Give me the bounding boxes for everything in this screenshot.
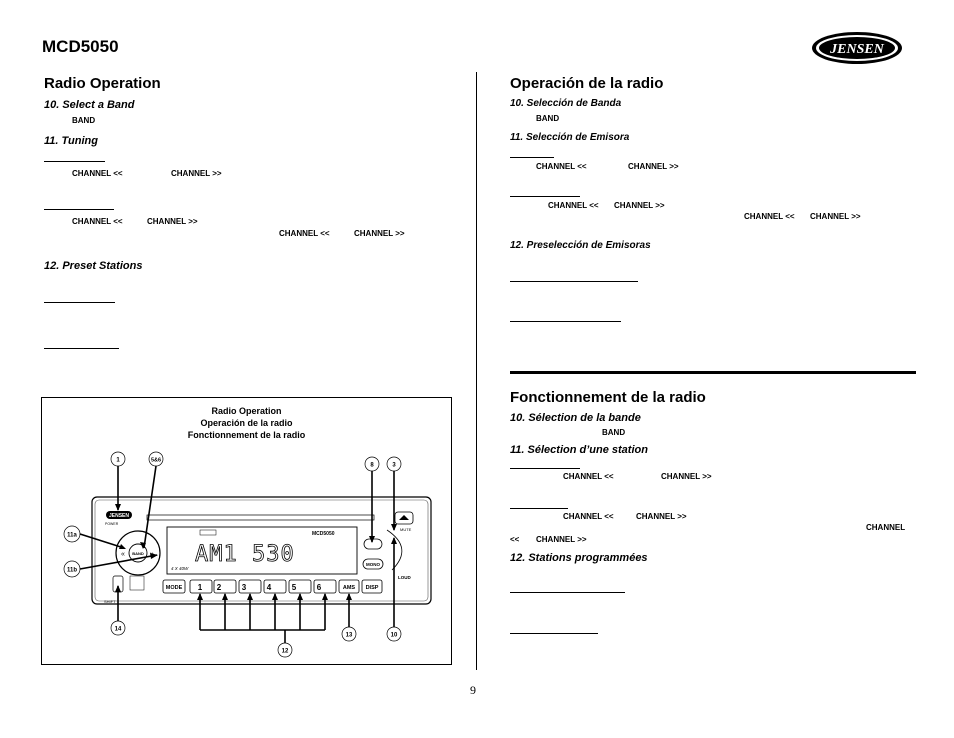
band-button-label-fr: BAND — [602, 428, 626, 437]
underline — [44, 161, 105, 162]
subheading-tuning-es: 11. Selección de Emisora — [510, 132, 630, 143]
channel-up-label: CHANNEL >> — [614, 201, 665, 210]
channel-down-label: CHANNEL << — [563, 472, 614, 481]
disp-label: DISP — [365, 585, 379, 591]
section-title-fr: Fonctionnement de la radio — [510, 389, 706, 406]
preset-6-label: 6 — [316, 583, 322, 592]
band-knob-label: BAND — [132, 551, 144, 556]
underline — [510, 592, 625, 593]
radio-faceplate-drawing — [42, 398, 451, 664]
brand-badge-text: JENSEN — [108, 513, 130, 519]
svg-text:14: 14 — [114, 626, 122, 633]
section-title-en: Radio Operation — [44, 75, 161, 92]
underline — [510, 321, 621, 322]
underline — [44, 209, 114, 210]
underline — [510, 281, 638, 282]
channel-down-label: CHANNEL << — [72, 169, 123, 178]
underline — [44, 348, 119, 349]
subheading-preset-en: 12. Preset Stations — [44, 260, 143, 272]
channel-up-label: CHANNEL >> — [354, 229, 405, 238]
subheading-tuning-en: 11. Tuning — [44, 135, 98, 147]
mute-label: MUTE — [400, 527, 412, 532]
underline — [510, 468, 580, 469]
power-label: POWER — [105, 522, 119, 526]
subheading-tuning-fr: 11. Sélection d’une station — [510, 444, 648, 456]
radio-diagram — [41, 397, 452, 665]
svg-text:8: 8 — [370, 462, 374, 469]
channel-down-label: CHANNEL << — [563, 512, 614, 521]
cd-slot — [147, 515, 374, 520]
ams-label: AMS — [342, 585, 356, 591]
figure-title-fr: Fonctionnement de la radio — [187, 430, 306, 440]
svg-text:12: 12 — [281, 648, 289, 655]
figure-title-es: Operación de la radio — [200, 418, 293, 428]
page-number: 9 — [470, 683, 476, 697]
preset-3-label: 3 — [241, 583, 247, 592]
subheading-select-band-fr: 10. Sélection de la bande — [510, 412, 641, 424]
channel-down-label: CHANNEL << — [548, 201, 599, 210]
svg-text:1: 1 — [116, 457, 120, 464]
display-model: MCD5050 — [312, 531, 335, 537]
svg-text:13: 13 — [345, 632, 353, 639]
svg-text:11b: 11b — [66, 567, 78, 574]
channel-down-label: CHANNEL << — [279, 229, 330, 238]
channel-up-label: CHANNEL >> — [628, 162, 679, 171]
section-separator — [510, 371, 916, 374]
channel-down-arrows: << — [510, 535, 520, 544]
svg-text:5&6: 5&6 — [150, 457, 162, 464]
preset-1-label: 1 — [197, 583, 203, 592]
subheading-preset-es: 12. Preselección de Emisoras — [510, 240, 651, 251]
band-button-label-es: BAND — [536, 114, 560, 123]
channel-down-label: CHANNEL << — [536, 162, 587, 171]
subheading-select-band-en: 10. Select a Band — [44, 99, 135, 111]
svg-text:«: « — [121, 551, 125, 558]
channel-up-label: CHANNEL >> — [171, 169, 222, 178]
channel-down-label: CHANNEL << — [72, 217, 123, 226]
channel-up-label: CHANNEL >> — [661, 472, 712, 481]
band-button-label-en: BAND — [72, 116, 96, 125]
underline — [510, 196, 580, 197]
channel-up-label: CHANNEL >> — [147, 217, 198, 226]
channel-down-label: CHANNEL << — [744, 212, 795, 221]
preset-5-label: 5 — [291, 583, 297, 592]
jensen-logo — [811, 31, 903, 65]
display-frequency: AM1 530 — [195, 542, 295, 567]
section-title-es: Operación de la radio — [510, 75, 664, 92]
channel-label: CHANNEL — [866, 523, 906, 532]
shift-label: SHIFT — [104, 599, 116, 604]
model-name: MCD5050 — [42, 37, 119, 56]
underline — [510, 157, 554, 158]
mode-label: MODE — [165, 585, 183, 591]
column-divider — [476, 72, 477, 670]
channel-up-label: CHANNEL >> — [536, 535, 587, 544]
underline — [44, 302, 115, 303]
preset-4-label: 4 — [266, 583, 272, 592]
channel-up-label: CHANNEL >> — [810, 212, 861, 221]
subheading-select-band-es: 10. Selección de Banda — [510, 98, 622, 109]
svg-text:JENSEN: JENSEN — [830, 42, 884, 57]
loud-label: LOUD — [398, 575, 411, 580]
channel-up-label: CHANNEL >> — [636, 512, 687, 521]
svg-text:11a: 11a — [67, 532, 77, 539]
preset-2-label: 2 — [216, 583, 222, 592]
mono-label: MONO — [366, 562, 380, 567]
subheading-preset-fr: 12. Stations programmées — [510, 552, 648, 564]
underline — [510, 633, 598, 634]
underline — [510, 508, 568, 509]
svg-text:10: 10 — [390, 632, 398, 639]
figure-title-en: Radio Operation — [211, 406, 282, 416]
svg-text:3: 3 — [392, 462, 396, 469]
power-rating: 4 X 40W — [171, 566, 189, 571]
